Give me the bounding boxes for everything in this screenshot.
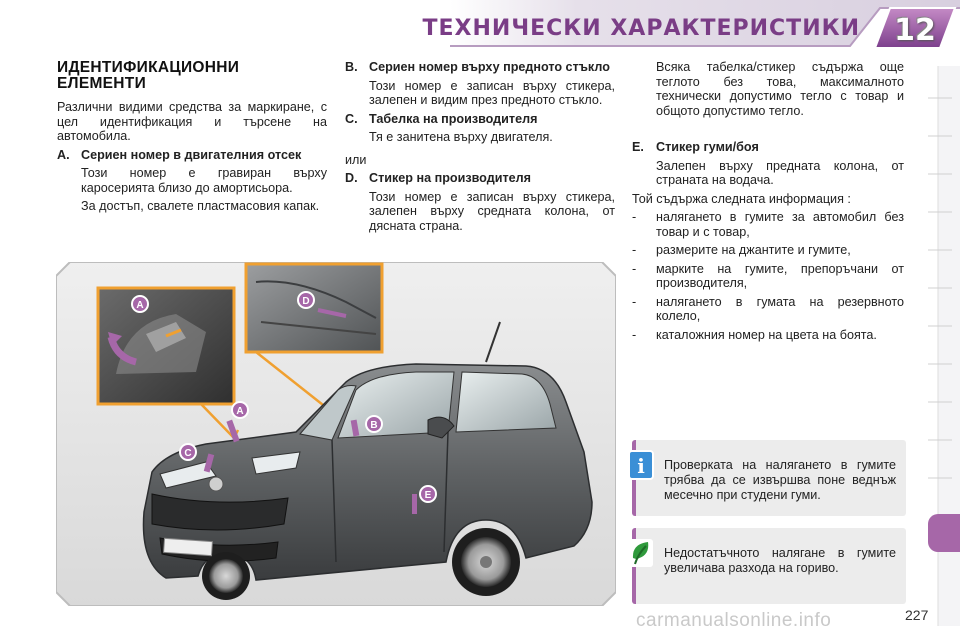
item-a-heading: [57, 148, 327, 163]
list-intro: Той съдържа следната информация :: [632, 191, 851, 206]
svg-text:C: C: [184, 448, 192, 459]
label-b-windscreen: [366, 416, 382, 432]
list-item: - налягането в гумите за автомобил без товар и с товар,: [632, 210, 904, 239]
item-e-text: Залепен върху предната колона, от страната на водача.: [656, 158, 904, 187]
item-c-heading: [345, 112, 615, 127]
item-d-title: Стикер на производителя: [369, 171, 531, 185]
item-d-text: Този номер е записан върху стикера, залепен върху средната колона, от дясната страна.: [369, 189, 615, 233]
item-e-key: E.: [632, 140, 644, 154]
info-list: [632, 210, 904, 342]
watermark: carmanualsonline.info: [636, 610, 832, 631]
item-d-key: D.: [345, 171, 358, 185]
item-a-text-2: За достъп, свалете пластмасовия капак.: [81, 199, 320, 213]
label-c-engine-plate: [180, 444, 196, 460]
item-b-heading: [345, 60, 615, 75]
svg-text:i: i: [637, 454, 645, 478]
svg-text:B: B: [370, 420, 378, 431]
item-b-title: Сериен номер върху предното стъкло: [369, 60, 610, 74]
info-icon: [628, 450, 654, 480]
item-c-title: Табелка на производителя: [369, 111, 538, 126]
item-a-text-1: Този номер е гравиран върху каросерията близо до амортисьора.: [81, 166, 327, 195]
svg-text:D: D: [302, 296, 310, 307]
list-item: - налягането в гумата на резервното колело,: [632, 294, 904, 323]
label-d-door: [298, 292, 314, 308]
item-e-title: Стикер гуми/боя: [656, 140, 759, 154]
page-header-title: ТЕХНИЧЕСКИ ХАРАКТЕРИСТИКИ: [422, 16, 860, 41]
plate-info-text: Всяка табелка/стикер съдържа още теглото без това, максималното технически допустимо тегло с товар и общото допустимо тегло.: [656, 60, 904, 118]
eco-note-text: Недостатъчното налягане в гумите увеличава разхода на гориво.: [664, 546, 896, 575]
item-b-text: Този номер е записан върху стикера, залепен и видим през предното стъкло.: [369, 78, 615, 107]
svg-text:E: E: [424, 490, 432, 501]
list-item: - марките на гумите, препоръчани от производителя,: [632, 261, 904, 290]
car-illustration: [56, 262, 616, 606]
info-note: [632, 440, 906, 516]
intro-text: Различни видими средства за маркиране, с цел идентификация и търсене на автомобила.: [57, 100, 327, 143]
label-e-tyre-sticker: [420, 486, 436, 502]
item-a-title: Сериен номер в двигателния отсек: [81, 147, 302, 162]
svg-text:A: A: [136, 300, 144, 311]
column-right: [632, 60, 904, 342]
column-left: [57, 60, 327, 214]
column-middle: [345, 60, 615, 233]
label-a-car: [232, 402, 248, 418]
page-number: 227: [905, 607, 929, 623]
item-e-heading: [632, 140, 904, 155]
info-note-text: Проверката на налягането в гумите трябва да се извършва поне веднъж месечно при студени гуми.: [664, 458, 896, 502]
eco-note: [632, 528, 906, 604]
section-title: ИДЕНТИФИКАЦИОННИ ЕЛЕМЕНТИ: [57, 59, 240, 92]
item-c-text: Тя е занитена върху двигателя.: [369, 130, 553, 144]
item-c-key: C.: [345, 111, 358, 126]
list-item: - каталожния номер на цвета на боята.: [632, 327, 877, 342]
or-text: или: [345, 152, 367, 167]
item-d-heading: [345, 171, 615, 186]
item-b-key: B.: [345, 60, 358, 74]
svg-text:A: A: [236, 406, 244, 417]
chapter-tab-active[interactable]: [928, 514, 960, 552]
leaf-icon: [628, 538, 654, 568]
label-a-engine: [132, 296, 148, 312]
item-a-key: A.: [57, 147, 70, 162]
chapter-number-badge: 12: [894, 13, 936, 48]
list-item: - размерите на джантите и гумите,: [632, 243, 851, 257]
